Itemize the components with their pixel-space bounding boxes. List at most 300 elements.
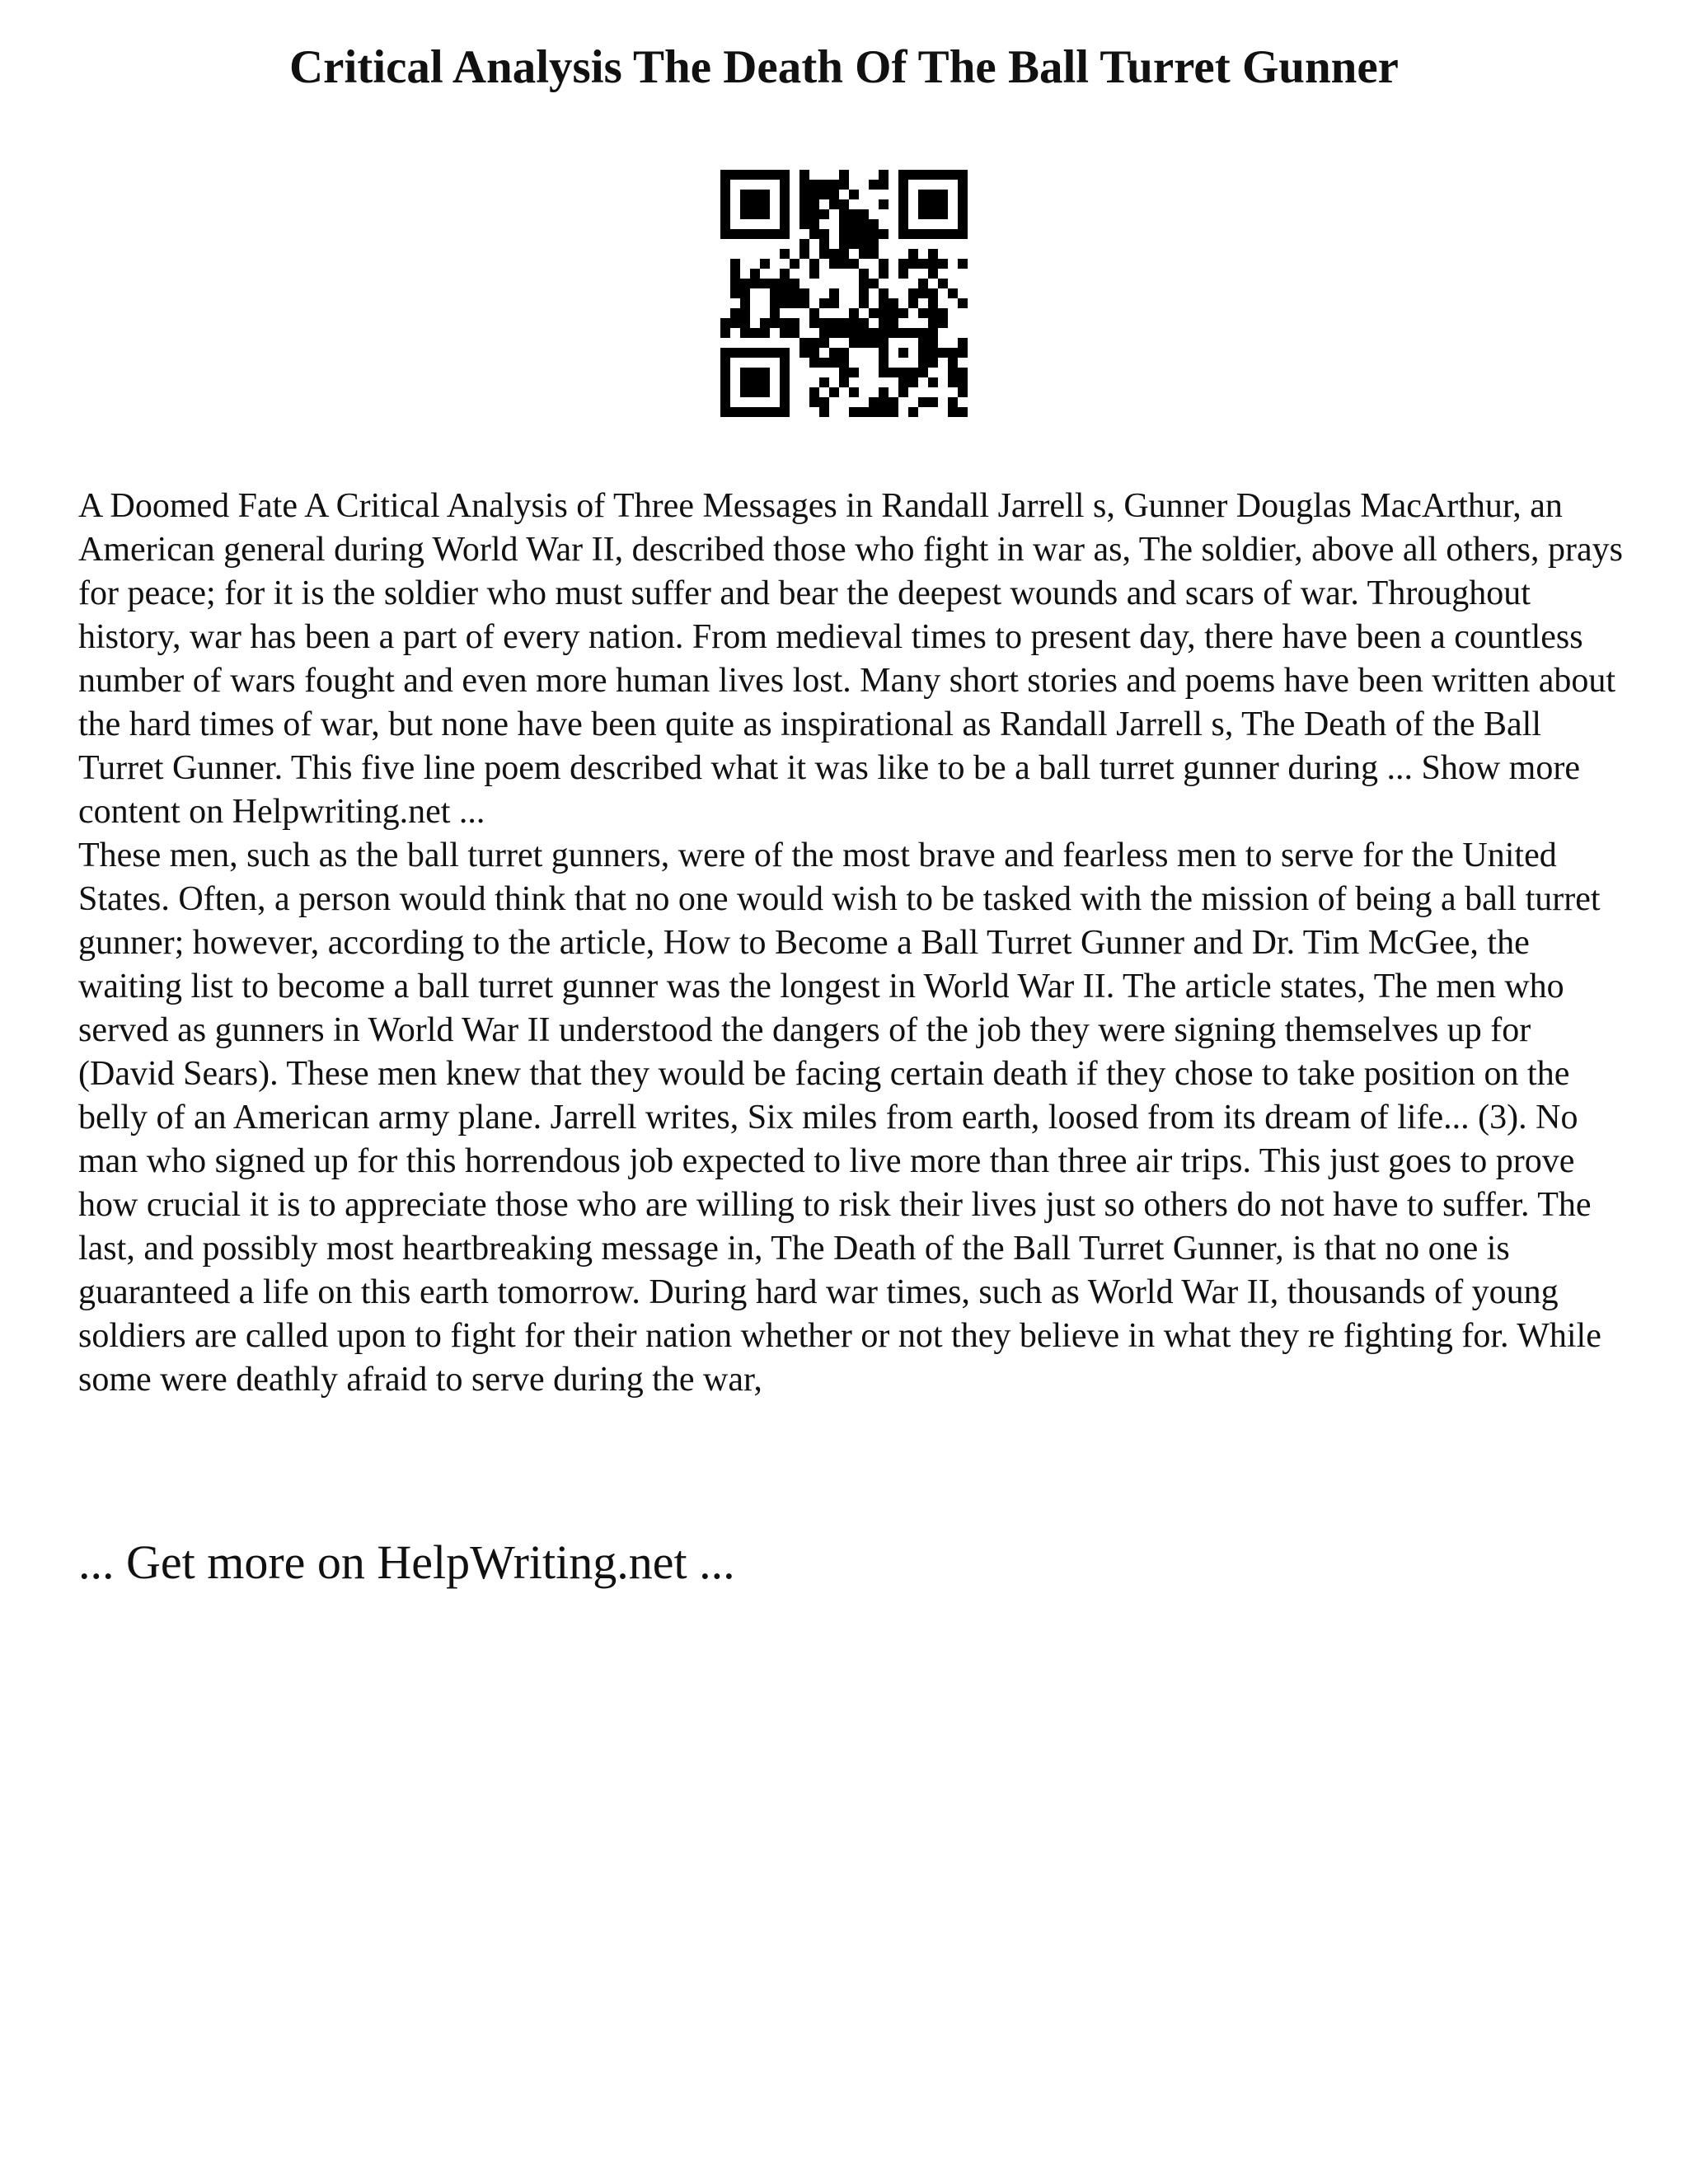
qr-module <box>918 368 928 377</box>
qr-module <box>819 209 829 219</box>
qr-module <box>819 358 829 368</box>
qr-module <box>908 377 918 387</box>
qr-module <box>859 298 869 308</box>
qr-module <box>780 318 790 328</box>
qr-module <box>790 328 799 338</box>
qr-module <box>780 170 790 180</box>
qr-module <box>809 318 819 328</box>
qr-module <box>908 407 918 417</box>
qr-module <box>829 298 839 308</box>
qr-module <box>859 328 869 338</box>
qr-module <box>780 348 790 358</box>
qr-module <box>918 229 928 239</box>
qr-module <box>740 368 750 377</box>
qr-module <box>809 209 819 219</box>
qr-module <box>859 288 869 298</box>
qr-module <box>720 368 730 377</box>
qr-module <box>839 328 849 338</box>
qr-module <box>740 190 750 199</box>
qr-module <box>819 328 829 338</box>
qr-module <box>760 259 770 269</box>
qr-module <box>928 259 938 269</box>
paragraph-1: A Doomed Fate A Critical Analysis of Three Messages in Randall Jarrell s, Gunner Douglas MacArthur, an American general during World War II, described those who fight in war as, The soldier, above all others, prays for peace; for it is the soldier who must suffer and bear the deepest wounds and scars of war. Throughout history, war has been a part of every nation. From medieval times to present day, there have been a countless number of wars fought and even more human lives lost. Many short stories and poems have been written about the hard times of war, but none have been quite as inspirational as Randall Jarrell s, The Death of the Ball Turret Gunner. This five line poem described what it was like to be a ball turret gunner during ... Show more content on Helpwriting.net ... <box>78 487 1624 831</box>
qr-module <box>809 180 819 190</box>
qr-module <box>730 288 740 298</box>
qr-module <box>799 338 809 348</box>
qr-module <box>898 209 908 219</box>
qr-module <box>809 397 819 407</box>
qr-module <box>780 180 790 190</box>
qr-module <box>790 259 799 269</box>
qr-module <box>720 377 730 387</box>
qr-module <box>829 180 839 190</box>
qr-module <box>908 328 918 338</box>
qr-module <box>740 279 750 288</box>
qr-module <box>770 170 780 180</box>
qr-code-icon <box>720 170 968 417</box>
qr-module <box>948 377 958 387</box>
qr-module <box>918 338 928 348</box>
qr-module <box>898 328 908 338</box>
qr-module <box>819 377 829 387</box>
qr-module <box>809 269 819 279</box>
qr-module <box>958 377 968 387</box>
qr-module <box>958 368 968 377</box>
qr-module <box>898 259 908 269</box>
qr-module <box>829 318 839 328</box>
qr-module <box>928 348 938 358</box>
qr-module <box>790 279 799 288</box>
qr-module <box>889 308 898 318</box>
qr-module <box>770 407 780 417</box>
qr-module <box>780 190 790 199</box>
qr-module <box>740 229 750 239</box>
qr-module <box>859 239 869 249</box>
qr-module <box>918 259 928 269</box>
qr-module <box>879 259 889 269</box>
qr-module <box>859 219 869 229</box>
qr-module <box>898 368 908 377</box>
qr-module <box>839 249 849 259</box>
qr-module <box>780 199 790 209</box>
qr-module <box>908 229 918 239</box>
qr-module <box>948 368 958 377</box>
qr-module <box>849 239 859 249</box>
qr-module <box>948 170 958 180</box>
qr-module <box>770 279 780 288</box>
qr-module <box>799 180 809 190</box>
qr-module <box>740 348 750 358</box>
qr-module <box>760 387 770 397</box>
qr-module <box>809 190 819 199</box>
qr-module <box>918 279 928 288</box>
qr-module <box>889 397 898 407</box>
qr-module <box>780 298 790 308</box>
qr-module <box>829 288 839 298</box>
qr-module <box>958 298 968 308</box>
qr-module <box>879 368 889 377</box>
qr-module <box>928 397 938 407</box>
qr-module <box>958 259 968 269</box>
qr-module <box>809 219 819 229</box>
qr-module <box>720 348 730 358</box>
qr-module <box>750 229 760 239</box>
qr-module <box>780 397 790 407</box>
qr-module <box>730 229 740 239</box>
qr-module <box>849 387 859 397</box>
qr-module <box>908 298 918 308</box>
qr-module <box>938 318 948 328</box>
qr-module <box>819 407 829 417</box>
qr-module <box>918 358 928 368</box>
qr-module <box>908 170 918 180</box>
qr-module <box>760 229 770 239</box>
qr-module <box>928 170 938 180</box>
qr-module <box>918 170 928 180</box>
qr-module <box>849 190 859 199</box>
qr-module <box>938 348 948 358</box>
qr-module <box>849 229 859 239</box>
qr-module <box>889 407 898 417</box>
qr-module <box>928 229 938 239</box>
qr-module <box>819 249 829 259</box>
qr-module <box>740 288 750 298</box>
qr-module <box>879 199 889 209</box>
qr-module <box>839 209 849 219</box>
qr-module <box>938 190 948 199</box>
qr-module <box>720 328 730 338</box>
qr-module <box>889 318 898 328</box>
qr-module <box>740 308 750 318</box>
qr-module <box>740 170 750 180</box>
qr-module <box>869 180 879 190</box>
qr-module <box>809 338 819 348</box>
qr-module <box>780 219 790 229</box>
qr-module <box>720 318 730 328</box>
qr-module <box>750 407 760 417</box>
qr-module <box>750 279 760 288</box>
qr-module <box>859 229 869 239</box>
qr-module <box>770 229 780 239</box>
qr-module <box>879 288 889 298</box>
qr-module <box>948 358 958 368</box>
qr-module <box>780 407 790 417</box>
qr-module <box>819 318 829 328</box>
qr-module <box>829 358 839 368</box>
qr-module <box>928 199 938 209</box>
qr-module <box>908 249 918 259</box>
qr-module <box>760 368 770 377</box>
qr-module <box>879 348 889 358</box>
qr-module <box>839 368 849 377</box>
qr-module <box>760 407 770 417</box>
qr-module <box>730 308 740 318</box>
qr-module <box>799 190 809 199</box>
qr-module <box>849 338 859 348</box>
qr-module <box>770 348 780 358</box>
qr-module <box>839 199 849 209</box>
qr-module <box>889 298 898 308</box>
qr-module <box>869 249 879 259</box>
qr-module <box>928 358 938 368</box>
qr-module <box>780 209 790 219</box>
qr-module <box>879 269 889 279</box>
qr-module <box>809 199 819 209</box>
qr-module <box>958 407 968 417</box>
qr-module <box>839 239 849 249</box>
qr-module <box>948 348 958 358</box>
qr-module <box>928 298 938 308</box>
qr-module <box>720 358 730 368</box>
qr-module <box>849 368 859 377</box>
qr-module <box>958 387 968 397</box>
qr-module <box>908 288 918 298</box>
qr-module <box>879 407 889 417</box>
qr-module <box>839 348 849 358</box>
qr-module <box>928 288 938 298</box>
qr-module <box>928 338 938 348</box>
qr-module <box>829 348 839 358</box>
qr-module <box>839 377 849 387</box>
qr-module <box>918 190 928 199</box>
qr-module <box>859 407 869 417</box>
qr-module <box>760 328 770 338</box>
qr-module <box>760 348 770 358</box>
qr-module <box>898 348 908 358</box>
qr-module <box>829 249 839 259</box>
qr-module <box>879 387 889 397</box>
qr-module <box>918 308 928 318</box>
qr-module <box>938 259 948 269</box>
qr-module <box>958 180 968 190</box>
qr-module <box>730 259 740 269</box>
qr-module <box>720 229 730 239</box>
qr-module <box>770 288 780 298</box>
qr-module <box>869 219 879 229</box>
qr-module <box>869 308 879 318</box>
qr-module <box>879 308 889 318</box>
qr-module <box>819 397 829 407</box>
qr-module <box>720 407 730 417</box>
qr-module <box>799 199 809 209</box>
qr-module <box>809 259 819 269</box>
qr-module <box>879 318 889 328</box>
paragraph-2: These men, such as the ball turret gunners, were of the most brave and fearless men to serve for the United States. Often, a person would think that no one would wish to be tasked with the mission of being a ball turret gunner; however, according to the article, How to Become a Ball Turret Gunner and Dr. Tim McGee, the waiting list to become a ball turret gunner was the longest in World War II. The article states, The men who served as gunners in World War II understood the dangers of the job they were signing themselves up for (David Sears). These men knew that they would be facing certain death if they chose to take position on the belly of an American army plane. Jarrell writes, Six miles from earth, loosed from its dream of life... (3). No man who signed up for this horrendous job expected to live more than three air trips. This just goes to prove how crucial it is to appreciate those who are willing to risk their lives just so others do not have to suffer. The last, and possibly most heartbreaking message in, The Death of the Ball Turret Gunner, is that no one is guaranteed a life on this earth tomorrow. During hard war times, such as World War II, thousands of young soldiers are called upon to fight for their nation whether or not they believe in what they re fighting for. While some were deathly afraid to serve during the war, <box>78 837 1601 1399</box>
qr-module <box>958 338 968 348</box>
qr-module <box>948 397 958 407</box>
qr-module <box>809 308 819 318</box>
qr-module <box>780 269 790 279</box>
qr-module <box>809 348 819 358</box>
qr-module <box>760 209 770 219</box>
article-body <box>78 485 1628 1402</box>
qr-module <box>720 219 730 229</box>
qr-module <box>720 170 730 180</box>
qr-module <box>869 239 879 249</box>
qr-module <box>869 279 879 288</box>
qr-module <box>819 298 829 308</box>
qr-module <box>958 170 968 180</box>
qr-module <box>780 288 790 298</box>
qr-module <box>859 279 869 288</box>
qr-module <box>839 318 849 328</box>
qr-module <box>750 328 760 338</box>
qr-module <box>770 298 780 308</box>
qr-module <box>918 199 928 209</box>
qr-module <box>938 199 948 209</box>
qr-module <box>898 269 908 279</box>
qr-module <box>730 170 740 180</box>
qr-module <box>720 199 730 209</box>
qr-module <box>938 279 948 288</box>
qr-module <box>918 328 928 338</box>
qr-module <box>809 358 819 368</box>
qr-module <box>869 229 879 239</box>
qr-module <box>879 397 889 407</box>
qr-module <box>918 348 928 358</box>
qr-module <box>839 259 849 269</box>
qr-module <box>819 239 829 249</box>
qr-module <box>869 407 879 417</box>
qr-module <box>908 368 918 377</box>
qr-module <box>780 279 790 288</box>
qr-module <box>730 318 740 328</box>
qr-module <box>770 308 780 318</box>
qr-module <box>790 288 799 298</box>
qr-module <box>799 348 809 358</box>
qr-module <box>730 407 740 417</box>
qr-module <box>839 229 849 239</box>
qr-module <box>730 269 740 279</box>
qr-module <box>898 377 908 387</box>
qr-module <box>819 180 829 190</box>
qr-module <box>780 387 790 397</box>
qr-module <box>720 190 730 199</box>
qr-module <box>740 407 750 417</box>
qr-module <box>750 190 760 199</box>
qr-module <box>740 298 750 308</box>
qr-module <box>938 229 948 239</box>
qr-module <box>869 328 879 338</box>
qr-module <box>928 308 938 318</box>
qr-module <box>918 288 928 298</box>
qr-module <box>859 318 869 328</box>
qr-module <box>839 358 849 368</box>
qr-module <box>750 368 760 377</box>
qr-module <box>958 219 968 229</box>
qr-module <box>849 209 859 219</box>
qr-module <box>750 348 760 358</box>
qr-module <box>879 328 889 338</box>
qr-module <box>760 170 770 180</box>
qr-module <box>849 308 859 318</box>
qr-module <box>809 387 819 397</box>
qr-module <box>720 180 730 190</box>
qr-module <box>948 407 958 417</box>
qr-module <box>898 308 908 318</box>
qr-module <box>898 180 908 190</box>
qr-module <box>750 199 760 209</box>
qr-module <box>799 288 809 298</box>
qr-module <box>908 259 918 269</box>
qr-module <box>760 199 770 209</box>
qr-module <box>898 219 908 229</box>
qr-module <box>780 328 790 338</box>
qr-module <box>799 219 809 229</box>
qr-module <box>799 249 809 259</box>
qr-module <box>740 328 750 338</box>
qr-module <box>869 397 879 407</box>
qr-module <box>928 190 938 199</box>
qr-module <box>760 318 770 328</box>
qr-module <box>750 170 760 180</box>
qr-module <box>809 229 819 239</box>
qr-module <box>879 338 889 348</box>
qr-module <box>898 199 908 209</box>
qr-module <box>799 209 809 219</box>
qr-module <box>829 387 839 397</box>
qr-module <box>948 229 958 239</box>
qr-module <box>819 338 829 348</box>
qr-module <box>928 328 938 338</box>
qr-module <box>948 288 958 298</box>
qr-module <box>740 387 750 397</box>
qr-module <box>780 229 790 239</box>
qr-module <box>849 219 859 229</box>
qr-module <box>829 259 839 269</box>
qr-module <box>958 190 968 199</box>
qr-module <box>780 358 790 368</box>
qr-module <box>918 397 928 407</box>
qr-module <box>889 368 898 377</box>
qr-module <box>938 209 948 219</box>
qr-module <box>819 229 829 239</box>
qr-module <box>928 209 938 219</box>
qr-module <box>799 239 809 249</box>
qr-module <box>849 259 859 269</box>
qr-module <box>720 397 730 407</box>
qr-module <box>958 348 968 358</box>
get-more-link[interactable]: ... Get more on HelpWriting.net ... <box>78 1535 735 1589</box>
qr-module <box>849 407 859 417</box>
qr-module <box>750 209 760 219</box>
qr-module <box>859 338 869 348</box>
qr-module <box>849 328 859 338</box>
qr-module <box>829 199 839 209</box>
qr-module <box>770 318 780 328</box>
qr-module <box>938 170 948 180</box>
qr-module <box>839 219 849 229</box>
qr-module <box>790 298 799 308</box>
qr-module <box>720 209 730 219</box>
qr-module <box>879 180 889 190</box>
qr-module <box>740 209 750 219</box>
qr-module <box>799 298 809 308</box>
qr-module <box>790 318 799 328</box>
qr-module <box>829 328 839 338</box>
qr-module <box>750 387 760 397</box>
qr-module <box>898 170 908 180</box>
qr-module <box>918 209 928 219</box>
qr-module <box>879 298 889 308</box>
qr-module <box>928 318 938 328</box>
qr-module <box>889 328 898 338</box>
qr-module <box>730 348 740 358</box>
qr-module <box>760 279 770 288</box>
qr-module <box>849 318 859 328</box>
qr-module <box>869 338 879 348</box>
qr-module <box>928 249 938 259</box>
